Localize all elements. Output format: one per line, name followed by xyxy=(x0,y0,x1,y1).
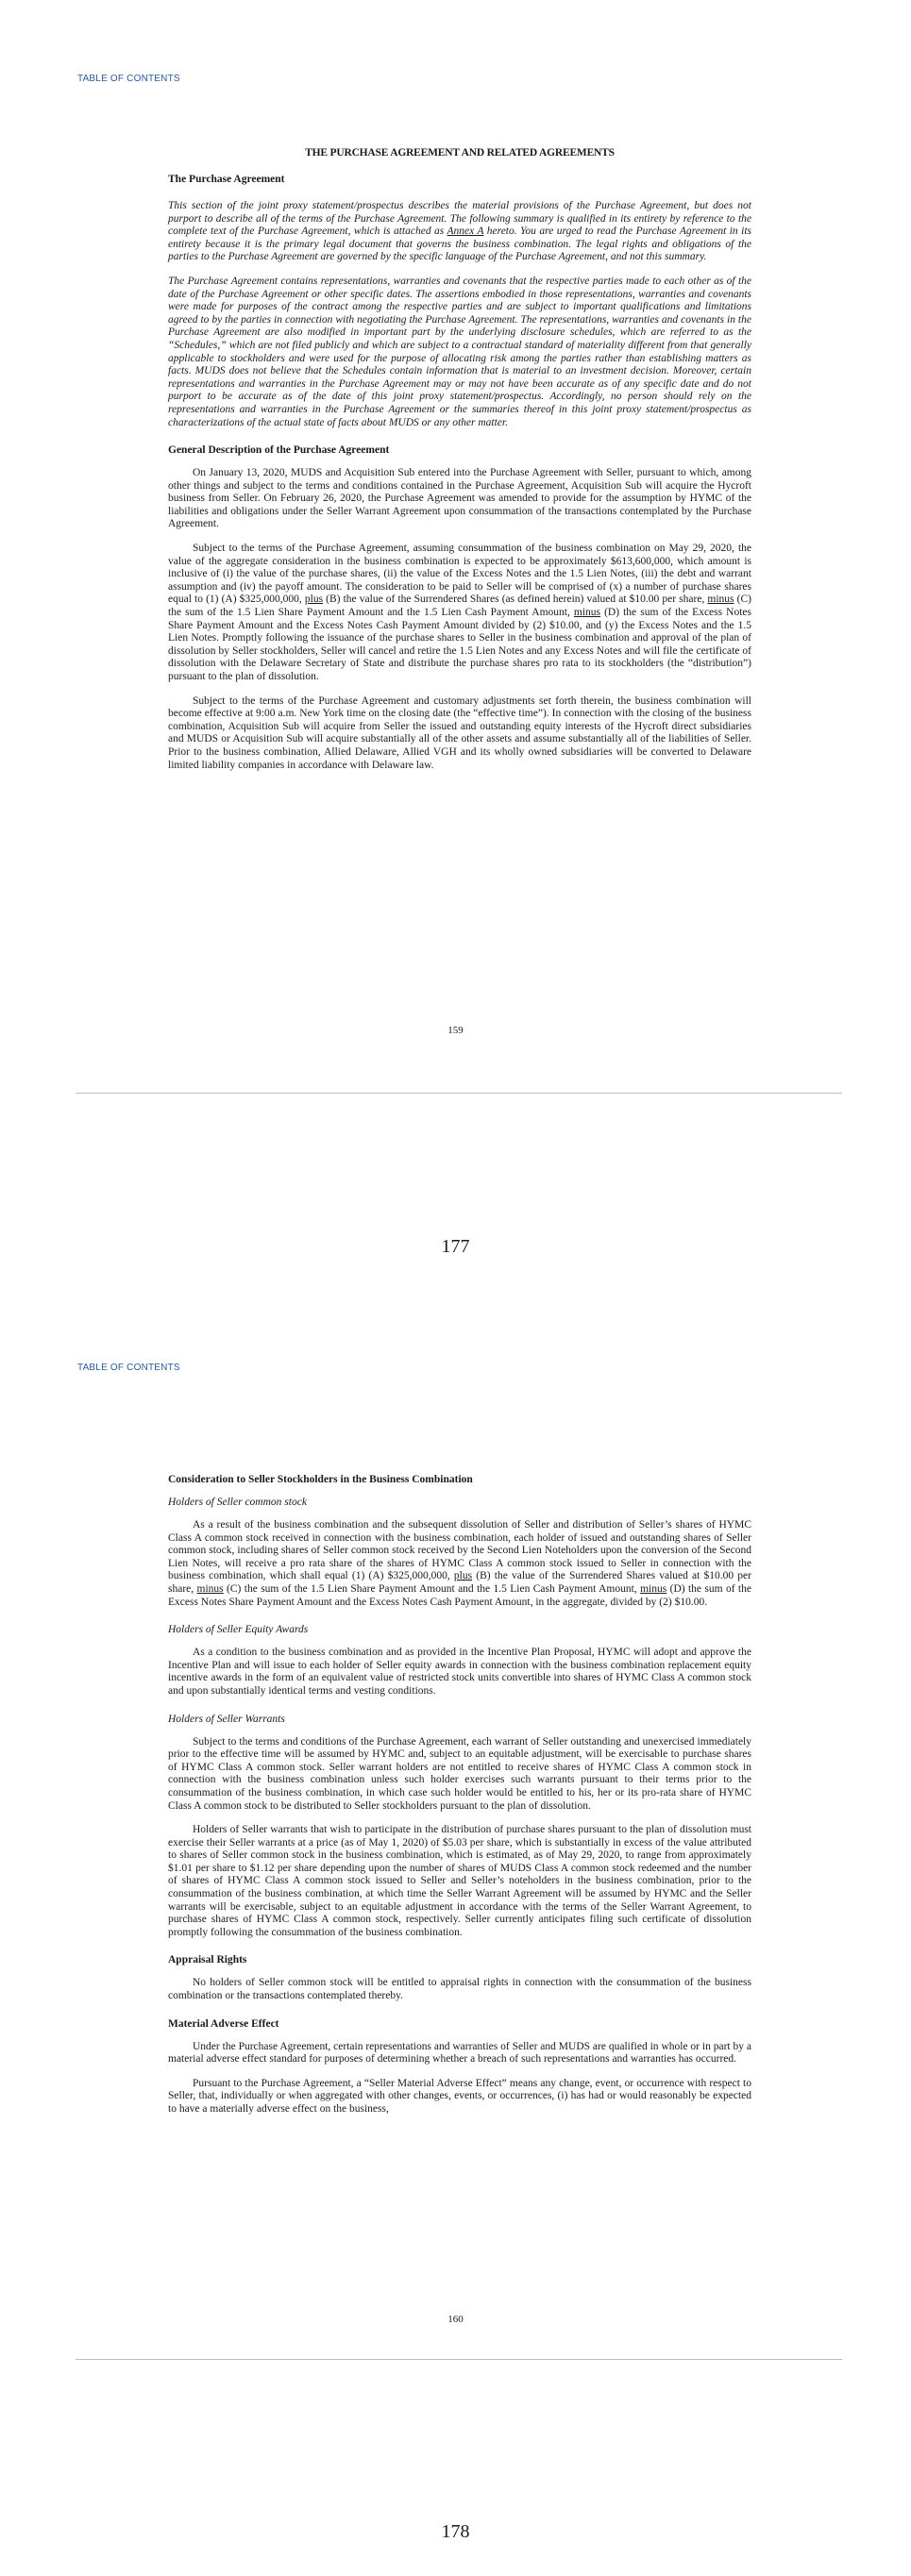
page-159-body xyxy=(168,147,751,772)
body-paragraph-5: No holders of Seller common stock will be entitled to appraisal rights in connection with the consummation of the business combination or the transactions contemplated thereby. xyxy=(168,1977,751,2002)
heading-appraisal-rights: Appraisal Rights xyxy=(168,1954,247,1966)
subheading-common-stock: Holders of Seller common stock xyxy=(168,1497,307,1508)
intro-paragraph-1: This section of the joint proxy statement/prospectus describes the material provisions of the Purchase Agreement, but does not purport to describe all of the terms of the Purchase Agreement. The following summary is qualified in its entirety by reference to the complete text of the Purchase Agreement, which is attached as Annex A hereto. You are urged to read the Purchase Agreement in its entirety because it is the primary legal document that governs the business combination. The legal rights and obligations of the parties to the Purchase Agreement are governed by the specific language of the Purchase Agreement, and not this summary. xyxy=(168,200,751,263)
table-of-contents-link[interactable]: TABLE OF CONTENTS xyxy=(77,74,180,84)
pdf-page-number: 177 xyxy=(441,1236,470,1257)
heading-material-adverse-effect: Material Adverse Effect xyxy=(168,2017,279,2030)
subsection-heading-purchase-agreement: The Purchase Agreement xyxy=(168,174,285,185)
pdf-page-number: 178 xyxy=(441,2521,470,2542)
body-paragraph-3: Subject to the terms and conditions of the Purchase Agreement, each warrant of Seller outstanding and unexercised immediately prior to the effective time will be assumed by HYMC and, subject to an equitable adjustment, will be exercisable to purchase shares of HYMC Class A common stock. Seller warrant holders are not entitled to receive shares of HYMC Class A common stock in connection with the business combination unless such holder exercises such warrants pursuant to their terms prior to the consummation of the business combination, in which case such holder would be entitled to his, her or its pro-rata share of HYMC Class A common stock to be distributed to Seller stockholders pursuant to the plan of dissolution. xyxy=(168,1735,751,1812)
intro-paragraph-2: The Purchase Agreement contains representations, warranties and covenants that the respective parties made to each other as of the date of the Purchase Agreement or other specific dates. The assertions embodied in those representations, warranties and covenants were made for purposes of the contract among the respective parties and are subject to important qualifications and limitations agreed to by the parties in connection with negotiating the Purchase Agreement. The representations, warranties and covenants in the Purchase Agreement are also modified in important part by the underlying disclosure schedules, which are referred to as the “Schedules,” which are not filed publicly and which are subject to a contractual standard of materiality different from that generally applicable to stockholders and were used for the purpose of allocating risk among the parties rather than establishing matters as facts. MUDS does not believe that the Schedules contain information that is material to an investment decision. Moreover, certain representations and warranties in the Purchase Agreement may or may not have been accurate as of any specific date and do not purport to be accurate as of the date of this joint proxy statement/prospectus. Accordingly, no person should rely on the representations and warranties in the Purchase Agreement or the summaries thereof in this joint proxy statement/prospectus as characterizations of the actual state of facts about MUDS or any other matter. xyxy=(168,275,751,428)
body-paragraph-1: As a result of the business combination and the subsequent dissolution of Seller and distribution of Seller’s shares of HYMC Class A common stock received in connection with the business combination, each holder of issued and outstanding shares of Seller common stock, including shares of Seller common stock received by the Second Lien Noteholders upon the conversion of the Second Lien Notes, will receive a pro rata share of the shares of HYMC Class A common stock issued to Seller in connection with the business combination, which shall equal (1) (A) $325,000,000, plus (B) the value of the Surrendered Shares valued at $10.00 per share, minus (C) the sum of the 1.5 Lien Share Payment Amount and the 1.5 Lien Cash Payment Amount, minus (D) the sum of the Excess Notes Share Payment Amount and the Excess Notes Cash Payment Amount, in the aggregate, divided by (2) $10.00. xyxy=(168,1519,751,1608)
section-title: THE PURCHASE AGREEMENT AND RELATED AGREEMENTS xyxy=(305,147,615,159)
body-paragraph-6: Under the Purchase Agreement, certain representations and warranties of Seller and MUDS are qualified in whole or in part by a material adverse effect standard for purposes of determining whether a breach of such representations and warranties has occurred. xyxy=(168,2040,751,2066)
page-160-body xyxy=(168,1474,751,2116)
page-folio: 159 xyxy=(447,1025,464,1036)
body-paragraph-3: Subject to the terms of the Purchase Agreement and customary adjustments set forth therein, the business combination will become effective at 9:00 a.m. New York time on the closing date (the “effective time”). In connection with the closing of the business combination, Acquisition Sub will acquire from Seller the issued and outstanding equity interests of the Hycroft direct subsidiaries and MUDS or Acquisition Sub will acquire substantially all of the other assets and assume substantially all of the liabilities of Seller. Prior to the business combination, Allied Delaware, Allied VGH and its wholly owned subsidiaries will be converted to Delaware limited liability companies in accordance with Delaware law. xyxy=(168,694,751,771)
body-paragraph-1: On January 13, 2020, MUDS and Acquisition Sub entered into the Purchase Agreement with Seller, pursuant to which, among other things and subject to the terms and conditions contained in the Purchase Agreement, Acquisition Sub will acquire the Hycroft business from Seller. On February 26, 2020, the Purchase Agreement was amended to provide for the assumption by HYMC of the liabilities and obligations under the Seller Warrant Agreement upon consummation of the transactions contemplated by the Purchase Agreement. xyxy=(168,467,751,530)
subheading-warrants: Holders of Seller Warrants xyxy=(168,1713,285,1725)
body-paragraph-2: As a condition to the business combination and as provided in the Incentive Plan Proposal, HYMC will adopt and approve the Incentive Plan and will issue to each holder of Seller equity awards in connection with the business combination replacement equity incentive awards in the form of an equivalent value of restricted stock units convertible into shares of HYMC Class A common stock and upon substantially identical terms and vesting conditions. xyxy=(168,1647,751,1697)
heading-consideration: Consideration to Seller Stockholders in the Business Combination xyxy=(168,1474,473,1485)
body-paragraph-2: Subject to the terms of the Purchase Agreement, assuming consummation of the business combination on May 29, 2020, the value of the aggregate consideration in the business combination is expected to be approximately $613,600,000, which amount is inclusive of (i) the value of the purchase shares, (ii) the value of the Excess Notes and the 1.5 Lien Notes, (iii) the debt and warrant assumption and (iv) the payoff amount. The consideration to be paid to Seller will be comprised of (x) a number of purchase shares equal to (1) (A) $325,000,000, plus (B) the value of the Surrendered Shares (as defined herein) valued at $10.00 per share, minus (C) the sum of the 1.5 Lien Share Payment Amount and the 1.5 Lien Cash Payment Amount, minus (D) the sum of the Excess Notes Share Payment Amount and the Excess Notes Cash Payment Amount divided by (2) $10.00, and (y) the Excess Notes and the 1.5 Lien Notes. Promptly following the issuance of the purchase shares to Seller in the business combination and approval of the plan of dissolution by Seller stockholders, Seller will cancel and retire the 1.5 Lien Notes and any Excess Notes and will file the certificate of dissolution with the Delaware Secretary of State and distribute the purchase shares pro rata to its stockholders (the “distribution”) pursuant to the plan of dissolution. xyxy=(168,543,751,682)
table-of-contents-link[interactable]: TABLE OF CONTENTS xyxy=(77,1363,180,1373)
page-divider xyxy=(76,1093,842,1094)
body-paragraph-4: Holders of Seller warrants that wish to participate in the distribution of purchase shares pursuant to the plan of dissolution must exercise their Seller warrants at a price (as of May 1, 2020) of $5.03 per share, which is substantially in excess of the value attributed to shares of Seller common stock in the business combination, which is estimated, as of May 29, 2020, to range from approximately $1.01 per share to $1.12 per share depending upon the number of shares of MUDS Class A common stock redeemed and the number of shares of HYMC Class A common stock issued to Seller and Seller’s noteholders in the business combination, prior to the consummation of the business combination, at which time the Seller Warrant Agreement will be assumed by HYMC and the Seller warrants will be exercisable, subject to an equitable adjustment in accordance with the terms of the Seller Warrant Agreement, to purchase shares of HYMC Class A common stock, respectively. Seller currently anticipates filing such certificate of dissolution promptly following the consummation of the business combination. xyxy=(168,1824,751,1938)
page-folio: 160 xyxy=(447,2314,464,2325)
body-paragraph-7: Pursuant to the Purchase Agreement, a “Seller Material Adverse Effect” means any change, event, or occurrence with respect to Seller, that, individually or when aggregated with other changes, events, or occurrences, (i) has had or would reasonably be expected to have a materially adverse effect on the business, xyxy=(168,2077,751,2115)
heading-general-description: General Description of the Purchase Agreement xyxy=(168,444,390,457)
page-divider xyxy=(76,2359,842,2360)
annex-a-link[interactable]: Annex A xyxy=(447,226,484,238)
subheading-equity-awards: Holders of Seller Equity Awards xyxy=(168,1624,309,1636)
